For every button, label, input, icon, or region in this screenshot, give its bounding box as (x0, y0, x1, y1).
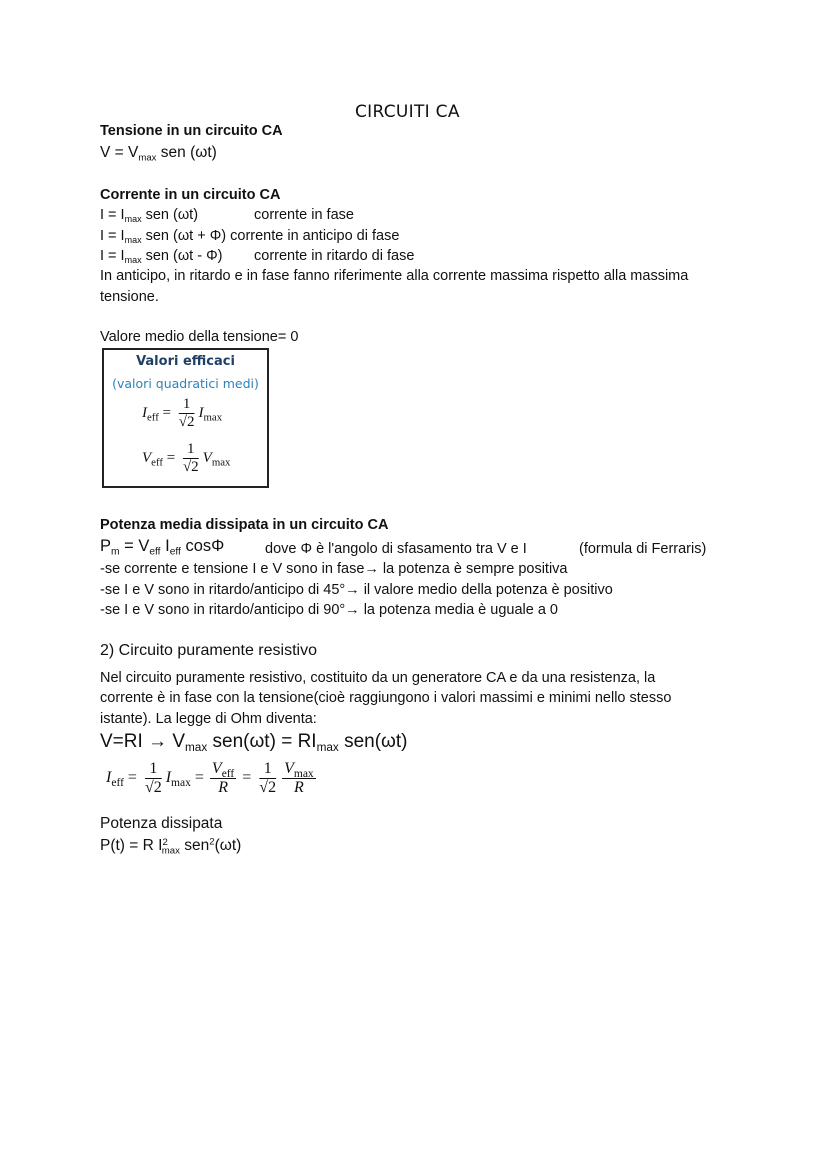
ieff-resistive-equation: $I_{eff}$ = $\frac{1}{√2}$ $I_{max}$ = $\frac{V_{eff}}{R}$ = $\frac{1}{√2}$ $\frac{V_{max}}{R}$ (106, 760, 314, 796)
current-row-3: $I = I_{max}$ sen (ωt - Φ) (100, 248, 223, 266)
power-bullet-3: -se I e V sono in ritardo/anticipo di 90°→ la potenza media è uguale a 0 (100, 602, 558, 618)
current-row-2: $I = I_{max}$ sen (ωt + Φ) corrente in anticipo di fase (100, 228, 400, 246)
ferraris-formula: $P_m = V_{eff}$ $I_{eff}$ cosΦ (100, 537, 225, 558)
ferraris-name: (formula di Ferraris) (579, 541, 707, 557)
current-row-1: $I = I_{max}$ sen (ωt) (100, 207, 199, 225)
current-paragraph-line-2: tensione. (100, 289, 159, 305)
box-subtitle: (valori quadratici medi) (112, 376, 259, 391)
resistive-line-3: istante). La legge di Ohm diventa: (100, 711, 317, 727)
heading-power: Potenza media dissipata in un circuito CA (100, 517, 389, 533)
heading-voltage: Tensione in un circuito CA (100, 123, 283, 139)
ferraris-description: dove Φ è l'angolo di sfasamento tra V e I (265, 541, 527, 557)
current-row-1-note: corrente in fase (254, 207, 354, 223)
ieff-equation: $I_{eff}$ = $\frac{1}{√2}$ $I_{max}$ (142, 396, 223, 430)
mean-voltage-text: Valore medio della tensione= 0 (100, 329, 299, 345)
resistive-line-1: Nel circuito puramente resistivo, costituito da un generatore CA e da una resistenza, la (100, 670, 656, 686)
power-bullet-1: -se corrente e tensione I e V sono in fase→ la potenza è sempre positiva (100, 561, 568, 577)
current-paragraph-line-1: In anticipo, in ritardo e in fase fanno riferimente alla corrente massima rispetto alla massima (100, 268, 689, 284)
ohm-law-formula: $V=RI \to V_{max}$ $sen(\omega t) = RI_{max}$ sen(ωt) (100, 731, 408, 755)
power-dissipated-formula: P(t) = R $I^2_{max}$ sen$^2$(ωt) (100, 836, 242, 857)
box-title: Valori efficaci (136, 354, 235, 369)
resistive-line-2: corrente è in fase con la tensione(cioè raggiungono i valori massimi e minimi nello stesso (100, 690, 672, 706)
power-bullet-2: -se I e V sono in ritardo/anticipo di 45°→ il valore medio della potenza è positivo (100, 582, 613, 598)
power-dissipated-label: Potenza dissipata (100, 815, 223, 832)
veff-equation: $V_{eff}$ = $\frac{1}{√2}$ $V_{max}$ (142, 441, 231, 475)
voltage-formula: $V = V_{max}$ sen (ωt) (100, 144, 217, 164)
effective-values-box (102, 348, 269, 488)
heading-resistive: 2) Circuito puramente resistivo (100, 642, 317, 659)
heading-current: Corrente in un circuito CA (100, 187, 281, 203)
current-row-3-note: corrente in ritardo di fase (254, 248, 415, 264)
page-title: CIRCUITI CA (355, 102, 460, 122)
